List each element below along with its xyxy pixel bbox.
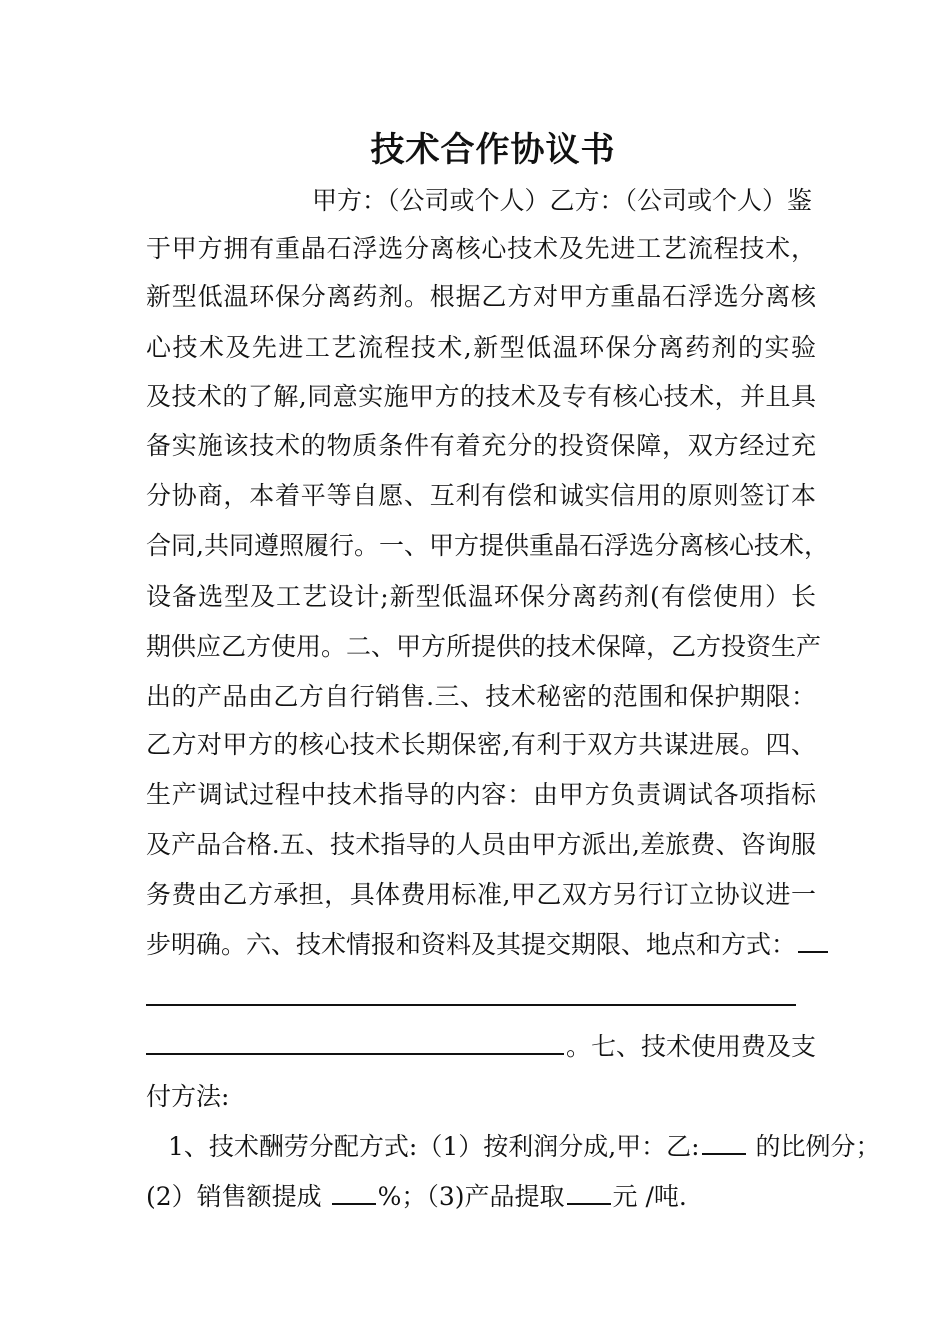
paragraph-line-18: 付方法: xyxy=(146,1082,230,1111)
paragraph-line-9: 设备选型及工艺设计;新型低温环保分离药剂(有偿使用）长 xyxy=(146,582,816,611)
line-20-text-b: %；（3)产品提取 xyxy=(377,1182,565,1211)
paragraph-line-15: 务费由乙方承担，具体费用标准,甲乙双方另行订立协议进一 xyxy=(146,880,816,909)
blank-field-yuan xyxy=(567,1173,611,1205)
paragraph-line-17 xyxy=(146,1022,826,1072)
paragraph-line-14: 及产品合格.五、技术指导的人员由甲方派出,差旅费、咨询服 xyxy=(146,830,816,859)
line-20-text-a: (2）销售额提成 xyxy=(146,1182,330,1211)
paragraph-line-12: 乙方对甲方的核心技术长期保密,有利于双方共谋进展。四、 xyxy=(146,730,816,759)
paragraph-line-3: 新型低温环保分离药剂。根据乙方对甲方重晶石浮选分离核 xyxy=(146,282,816,311)
line-19-text-a: 1、技术酬劳分配方式:（1）按利润分成,甲：乙: xyxy=(168,1132,700,1161)
paragraph-line-6: 备实施该技术的物质条件有着充分的投资保障，双方经过充 xyxy=(146,431,816,460)
line-17-text: 。七、技术使用费及支 xyxy=(566,1032,817,1061)
blank-rule-full xyxy=(146,1004,796,1006)
document-title: 技术合作协议书 xyxy=(370,130,616,170)
paragraph-line-10: 期供应乙方使用。二、甲方所提供的技术保障，乙方投资生产 xyxy=(146,632,822,661)
blank-field-percent xyxy=(332,1173,376,1205)
blank-field-method xyxy=(798,921,828,953)
paragraph-line-5: 及技术的了解,同意实施甲方的技术及专有核心技术，并且具 xyxy=(146,382,816,411)
paragraph-line-7: 分协商，本着平等自愿、互利有偿和诚实信用的原则签订本 xyxy=(146,481,816,510)
paragraph-line-4: 心技术及先进工艺流程技术,新型低温环保分离药剂的实验 xyxy=(146,333,816,362)
paragraph-line-2: 于甲方拥有重晶石浮选分离核心技术及先进工艺流程技术， xyxy=(146,234,816,263)
paragraph-line-20 xyxy=(146,1172,816,1222)
blank-field-method-end xyxy=(146,1023,564,1055)
paragraph-line-1: 甲方：（公司或个人）乙方：（公司或个人）鉴 xyxy=(312,186,813,215)
paragraph-line-11: 出的产品由乙方自行销售.三、技术秘密的范围和保护期限： xyxy=(146,682,816,711)
line-20-text-c: 元 /吨. xyxy=(612,1182,687,1211)
paragraph-line-13: 生产调试过程中技术指导的内容：由甲方负责调试各项指标 xyxy=(146,780,816,809)
blank-field-ratio xyxy=(702,1123,746,1155)
line-19-text-b: 的比例分； xyxy=(747,1132,881,1161)
paragraph-line-8: 合同,共同遵照履行。一、甲方提供重晶石浮选分离核心技术， xyxy=(146,531,829,560)
paragraph-line-19 xyxy=(168,1122,881,1172)
line-16-text: 步明确。六、技术情报和资料及其提交期限、地点和方式： xyxy=(146,930,797,959)
paragraph-line-16 xyxy=(146,920,826,970)
